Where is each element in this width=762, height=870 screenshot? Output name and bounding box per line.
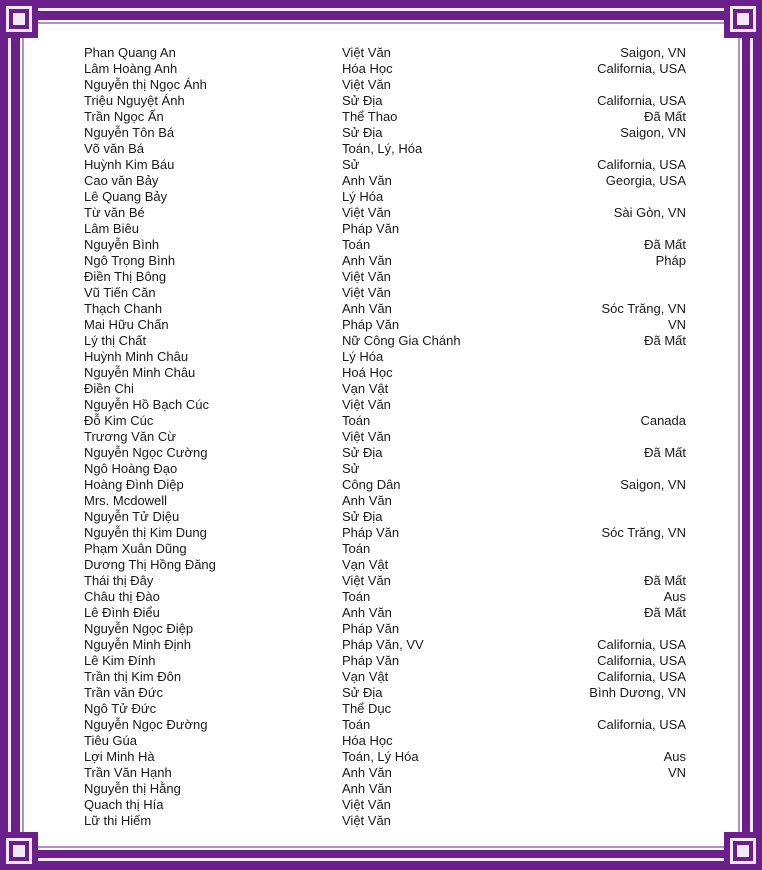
teacher-name: Nguyễn thị Kim Dung [84,525,207,540]
list-item [84,733,686,749]
list-item [84,77,686,93]
teacher-subject: Hóa Học [342,733,393,748]
teacher-subject: Hóa Học [342,61,393,76]
teacher-name: Từ văn Bé [84,205,145,220]
list-item [84,493,686,509]
list-item [84,509,686,525]
teacher-name: Nguyễn Minh Châu [84,365,196,380]
teacher-subject: Pháp Văn [342,653,400,668]
teacher-subject: Việt Văn [342,797,391,812]
list-item [84,381,686,397]
teacher-location: Sóc Trăng, VN [601,301,686,316]
teacher-name: Ngô Hoàng Đạo [84,461,178,476]
teacher-name: Lê Quang Bảy [84,189,168,204]
teacher-subject: Sử [342,461,360,476]
list-item [84,157,686,173]
teacher-name: Lý thị Chất [84,333,147,348]
teacher-location: Đã Mất [644,109,686,124]
teacher-location: Đã Mất [644,445,686,460]
teacher-subject: Pháp Văn [342,221,400,236]
list-item [84,589,686,605]
list-item [84,813,686,829]
corner-ornament-icon [0,0,38,38]
teacher-name: Mrs. Mcdowell [84,493,168,508]
list-item [84,573,686,589]
list-item [84,605,686,621]
list-item [84,797,686,813]
teacher-list [84,45,686,829]
teacher-subject: Sử Địa [342,685,383,700]
teacher-name: Huỳnh Kim Báu [84,157,175,172]
list-item [84,253,686,269]
teacher-subject: Anh Văn [342,253,392,268]
teacher-subject: Việt Văn [342,397,391,412]
list-item [84,141,686,157]
teacher-location: California, USA [597,717,686,732]
list-item [84,429,686,445]
teacher-name: Dương Thị Hồng Đăng [84,557,216,572]
frame-right-band [742,0,762,870]
frame-bottom-band [0,850,762,870]
teacher-name: Lê Đình Điểu [84,605,160,620]
teacher-name: Nguyễn Ngọc Điệp [84,621,194,636]
corner-ornament-icon [724,832,762,870]
teacher-location: Đã Mất [644,573,686,588]
list-item [84,637,686,653]
teacher-location: Aus [663,749,686,764]
teacher-subject: Sử Địa [342,93,383,108]
teacher-name: Điền Chi [84,381,134,396]
teacher-subject: Lý Hóa [342,189,384,204]
teacher-subject: Vạn Vật [342,669,389,684]
teacher-location: California, USA [597,637,686,652]
list-item [84,109,686,125]
teacher-name: Nguyễn Bình [84,237,160,252]
teacher-subject: Toán [342,717,371,732]
teacher-name: Nguyễn Tử Diệu [84,509,180,524]
list-item [84,717,686,733]
teacher-name: Ngô Trọng Bình [84,253,176,268]
list-item [84,525,686,541]
teacher-name: Vũ Tiến Căn [84,285,156,300]
teacher-subject: Việt Văn [342,573,391,588]
list-item [84,397,686,413]
list-item [84,477,686,493]
teacher-name: Lê Kim Đính [84,653,156,668]
list-item [84,701,686,717]
teacher-subject: Việt Văn [342,285,391,300]
teacher-subject: Pháp Văn [342,621,400,636]
teacher-location: Canada [640,413,686,428]
teacher-location: Bình Dương, VN [589,685,686,700]
teacher-name: Điền Thị Bông [84,269,167,284]
teacher-name: Mai Hữu Chấn [84,317,169,332]
teacher-name: Đỗ Kim Cúc [84,413,154,428]
teacher-subject: Toán [342,237,371,252]
list-item [84,365,686,381]
teacher-location: California, USA [597,669,686,684]
list-item [84,189,686,205]
teacher-name: Thái thị Đây [84,573,154,588]
teacher-location: Sài Gòn, VN [613,205,686,220]
list-item [84,301,686,317]
list-item [84,237,686,253]
teacher-subject: Công Dân [342,477,401,492]
frame-top-band [0,0,762,20]
teacher-name: Nguyễn Ngọc Đường [84,717,208,732]
teacher-location: Đã Mất [644,605,686,620]
list-item [84,285,686,301]
list-item [84,93,686,109]
teacher-location: Pháp [655,253,686,268]
list-item [84,685,686,701]
teacher-subject: Việt Văn [342,813,391,828]
teacher-subject: Pháp Văn [342,525,400,540]
list-item [84,557,686,573]
teacher-name: Nguyễn Hồ Bạch Cúc [84,397,210,412]
teacher-subject: Toán, Lý, Hóa [342,141,423,156]
teacher-name: Quach thị Hía [84,797,164,812]
teacher-subject: Việt Văn [342,429,391,444]
corner-ornament-icon [724,0,762,38]
teacher-location: Georgia, USA [605,173,686,188]
list-item [84,765,686,781]
teacher-subject: Việt Văn [342,269,391,284]
teacher-subject: Sử [342,157,360,172]
list-item [84,269,686,285]
teacher-subject: Anh Văn [342,301,392,316]
teacher-subject: Thể Dục [342,701,392,716]
teacher-name: Châu thị Đào [84,589,160,604]
list-item [84,781,686,797]
list-item [84,173,686,189]
teacher-subject: Toán, Lý Hóa [342,749,419,764]
teacher-name: Nguyễn Tôn Bá [84,125,175,140]
teacher-location: VN [667,765,686,780]
list-item [84,653,686,669]
list-item [84,749,686,765]
list-item [84,461,686,477]
teacher-location: California, USA [597,61,686,76]
teacher-name: Trần Văn Hạnh [84,765,172,780]
teacher-name: Cao văn Bảy [84,173,159,188]
teacher-subject: Hoá Học [342,365,393,380]
teacher-subject: Anh Văn [342,781,392,796]
teacher-subject: Anh Văn [342,765,392,780]
list-item [84,221,686,237]
teacher-location: California, USA [597,93,686,108]
list-item [84,445,686,461]
list-item [84,317,686,333]
teacher-name: Nguyễn Ngọc Cường [84,445,208,460]
teacher-location: Saigon, VN [620,125,686,140]
teacher-subject: Anh Văn [342,173,392,188]
teacher-subject: Vạn Vật [342,381,389,396]
corner-ornament-icon [0,832,38,870]
teacher-name: Lâm Hoàng Anh [84,61,178,76]
teacher-name: Nguyễn thị Ngọc Ánh [84,77,207,92]
teacher-location: Aus [663,589,686,604]
list-item [84,333,686,349]
teacher-subject: Lý Hóa [342,349,384,364]
teacher-subject: Anh Văn [342,493,392,508]
list-item [84,205,686,221]
teacher-location: Saigon, VN [620,45,686,60]
teacher-location: California, USA [597,157,686,172]
teacher-location: Đã Mất [644,333,686,348]
teacher-subject: Vạn Vật [342,557,389,572]
teacher-name: Lữ thi Hiếm [84,813,152,828]
teacher-subject: Sử Địa [342,445,383,460]
teacher-subject: Sử Địa [342,509,383,524]
teacher-subject: Sử Địa [342,125,383,140]
teacher-name: Phan Quang An [84,45,176,60]
frame-left-band [0,0,20,870]
teacher-subject: Thể Thao [342,109,398,124]
teacher-name: Nguyễn thị Hằng [84,781,181,796]
teacher-location: California, USA [597,653,686,668]
teacher-subject: Pháp Văn [342,317,400,332]
teacher-name: Nguyễn Minh Định [84,637,191,652]
list-item [84,125,686,141]
teacher-subject: Việt Văn [342,205,391,220]
teacher-location: Đã Mất [644,237,686,252]
teacher-name: Lợi Minh Hà [84,749,155,764]
teacher-location: Sóc Trăng, VN [601,525,686,540]
teacher-location: VN [667,317,686,332]
teacher-subject: Pháp Văn, VV [342,637,424,652]
teacher-name: Trần văn Đức [84,685,164,700]
teacher-name: Võ văn Bá [84,141,144,156]
teacher-name: Trần thị Kim Đôn [84,669,182,684]
list-item [84,669,686,685]
list-item [84,413,686,429]
teacher-name: Trương Văn Cừ [84,429,176,444]
teacher-subject: Việt Văn [342,77,391,92]
teacher-name: Thạch Chanh [84,301,163,316]
teacher-name: Hoàng Đình Diệp [84,477,184,492]
list-item [84,349,686,365]
teacher-location: Saigon, VN [620,477,686,492]
list-item [84,45,686,61]
teacher-subject: Nữ Công Gia Chánh [342,333,461,348]
teacher-name: Tiêu Gúa [84,733,137,748]
teacher-name: Ngô Tử Đức [84,701,157,716]
list-item [84,621,686,637]
teacher-name: Lâm Biêu [84,221,139,236]
list-item [84,541,686,557]
teacher-subject: Toán [342,589,371,604]
teacher-name: Trần Ngọc Ấn [84,109,164,124]
teacher-subject: Anh Văn [342,605,392,620]
teacher-name: Triệu Nguyệt Ánh [84,93,185,108]
teacher-subject: Toán [342,413,371,428]
teacher-subject: Toán [342,541,371,556]
teacher-name: Phạm Xuân Dũng [84,541,187,556]
list-item [84,61,686,77]
teacher-subject: Việt Văn [342,45,391,60]
teacher-name: Huỳnh Minh Châu [84,349,189,364]
